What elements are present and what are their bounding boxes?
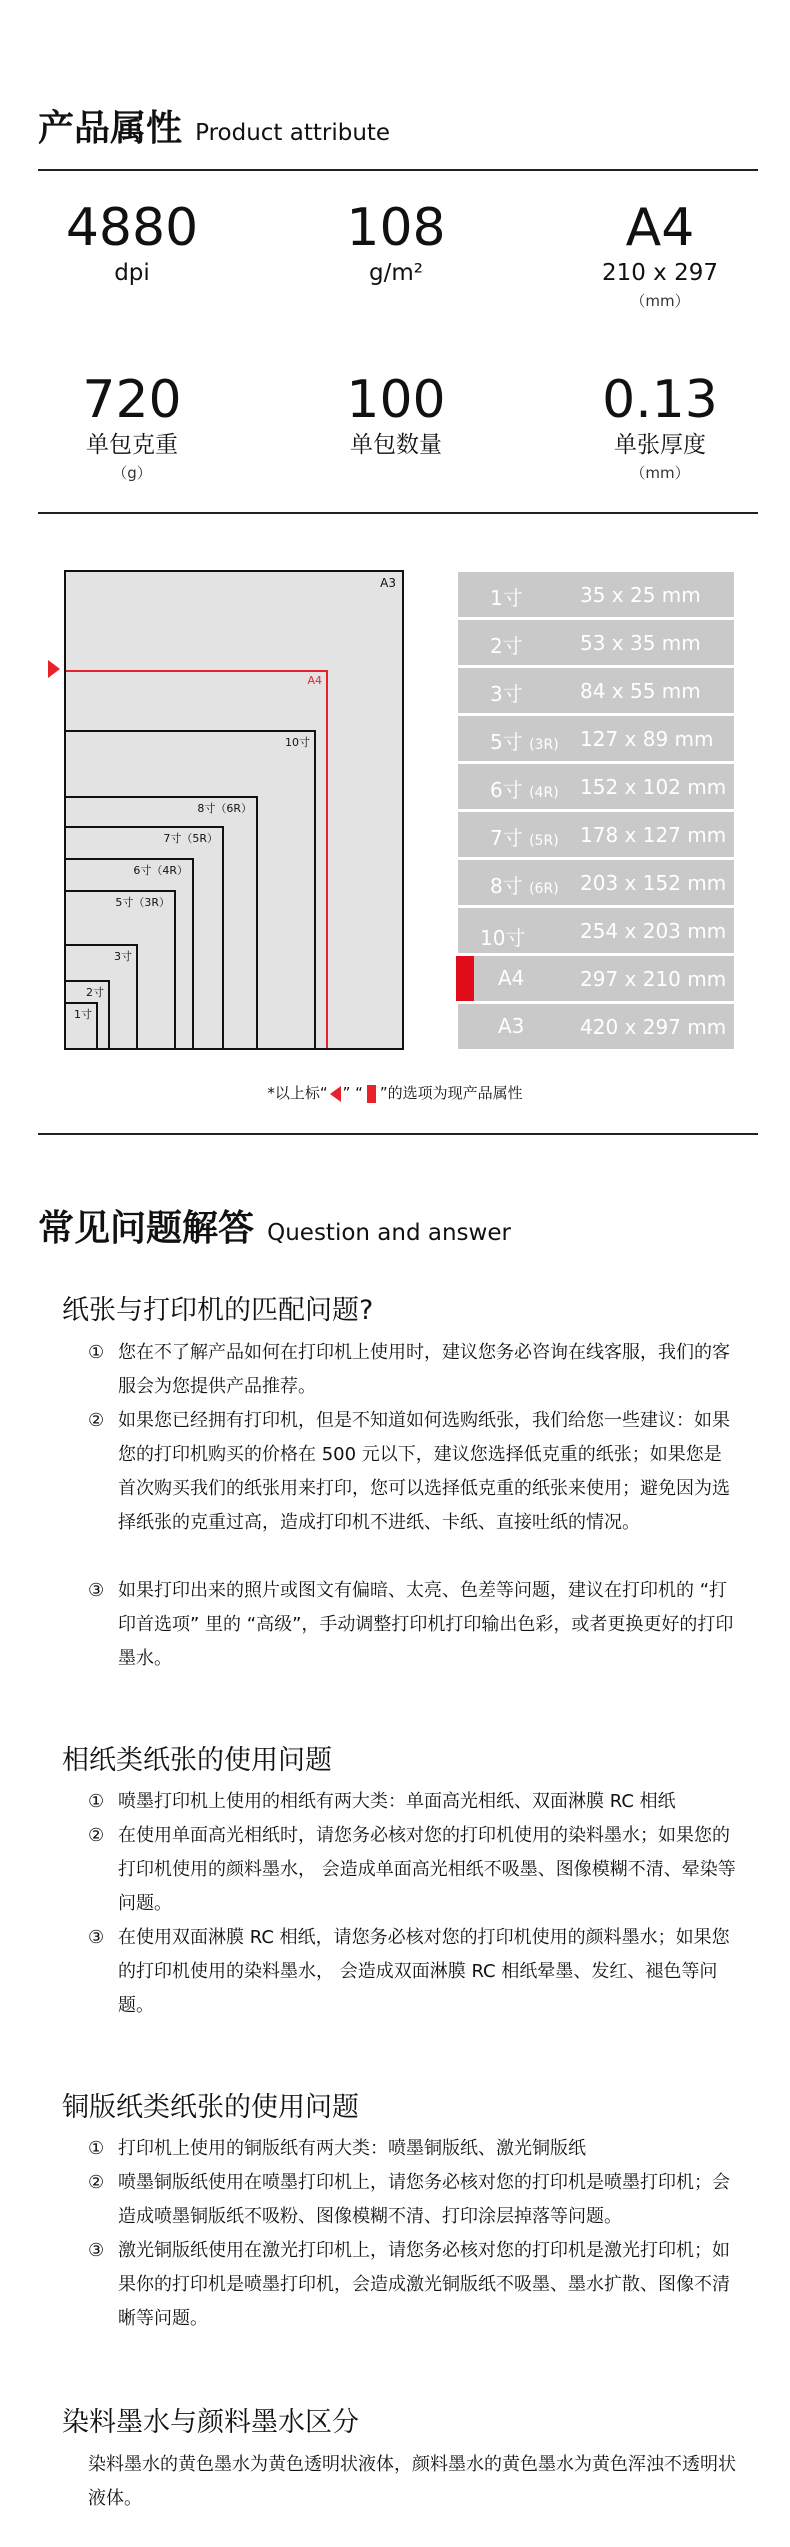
attr-resolution — [12, 198, 252, 288]
divider — [38, 1133, 758, 1135]
size-name: A4 — [498, 966, 525, 990]
attr-value: 0.13 — [602, 370, 718, 430]
attr-value: 720 — [82, 370, 182, 430]
attr-label: 210 x 297 — [601, 260, 719, 286]
qa-title-en: Question and answer — [267, 1220, 511, 1246]
attr-grammage — [276, 198, 516, 288]
paper-size-diagram — [64, 570, 404, 1050]
size-dim: 254 x 203 mm — [580, 919, 727, 943]
answer-item: ③ 在使用双面淋膜 RC 相纸，请您务必核对您的打印机使用的颜料墨水；如果您的打印机使用的染料墨水， 会造成双面淋膜 RC 相纸晕墨、发红、褪色等问题。 — [88, 1927, 730, 2016]
size-name: 6寸 — [490, 778, 523, 802]
question-title: 染料墨水与颜料墨水区分 — [62, 2407, 359, 2438]
size-dim: 297 x 210 mm — [580, 967, 727, 991]
size-tag: (4R) — [529, 785, 559, 801]
question-title: 相纸类纸张的使用问题 — [62, 1745, 332, 1776]
attr-value: 108 — [346, 198, 446, 258]
size-label-2: 2寸 — [86, 986, 104, 999]
size-box-1 — [66, 1002, 98, 1048]
note-mid: ” “ — [342, 1084, 363, 1102]
size-label-7: 7寸（5R） — [163, 832, 218, 845]
attr-section-title — [38, 100, 390, 151]
attr-thickness — [540, 370, 780, 486]
size-label-6: 6寸（4R） — [133, 864, 188, 877]
attr-title-cn: 产品属性 — [38, 108, 183, 149]
attr-unit: （mm） — [630, 292, 690, 310]
size-row-7 — [458, 812, 734, 857]
size-dim: 35 x 25 mm — [580, 583, 701, 607]
size-row-8 — [458, 860, 734, 905]
size-dim: 420 x 297 mm — [580, 1015, 727, 1039]
question-title: 纸张与打印机的匹配问题? — [62, 1295, 374, 1326]
size-label-5: 5寸（3R） — [115, 896, 170, 909]
answer-item: ① 打印机上使用的铜版纸有两大类：喷墨铜版纸、激光铜版纸 — [88, 2138, 586, 2159]
attr-label: 单张厚度 — [614, 432, 706, 458]
size-list — [458, 572, 734, 1052]
size-name: 8寸 — [490, 874, 523, 898]
size-name: 5寸 — [490, 730, 523, 754]
size-row-a3 — [458, 1004, 734, 1049]
size-tag: (3R) — [529, 737, 559, 753]
size-name: 7寸 — [490, 826, 523, 850]
size-dim: 127 x 89 mm — [580, 727, 714, 751]
legend-note — [0, 1082, 790, 1103]
attr-label: 单包克重 — [86, 432, 178, 458]
attr-paper-size — [540, 198, 780, 314]
size-row-1 — [458, 572, 734, 617]
size-label-1: 1寸 — [74, 1008, 92, 1021]
attr-value: 100 — [346, 370, 446, 430]
size-dim: 178 x 127 mm — [580, 823, 727, 847]
size-name: 10寸 — [480, 926, 526, 950]
selected-marker — [456, 956, 474, 1001]
size-row-10 — [458, 908, 734, 953]
attr-label: 单包数量 — [350, 432, 442, 458]
size-name: 1寸 — [490, 586, 523, 610]
attr-unit: （mm） — [630, 464, 690, 482]
answer-item: ② 如果您已经拥有打印机，但是不知道如何选购纸张，我们给您一些建议：如果您的打印机购买的价格在 500 元以下，建议您选择低克重的纸张；如果您是首次购买我们的纸张用来打印，您可以选择低克重的纸张来使用；避免因为选择纸张的克重过高，造成打印机不进纸、卡纸、直接吐纸的情况。 — [88, 1410, 730, 1533]
attr-label: g/m² — [369, 260, 423, 286]
attr-pack-weight — [12, 370, 252, 486]
attr-label: dpi — [114, 260, 150, 286]
answer-item: ① 您在不了解产品如何在打印机上使用时，建议您务必咨询在线客服，我们的客服会为您提供产品推荐。 — [88, 1342, 730, 1397]
divider — [38, 169, 758, 171]
qa-section-title — [38, 1200, 511, 1251]
attr-pack-count — [276, 370, 516, 460]
size-row-6 — [458, 764, 734, 809]
answer-item: ③ 如果打印出来的照片或图文有偏暗、太亮、色差等问题，建议在打印机的 “打印首选项” 里的 “高级”，手动调整打印机打印输出色彩，或者更换更好的打印墨水。 — [88, 1580, 734, 1669]
qa-title-cn: 常见问题解答 — [38, 1208, 255, 1249]
answer-item: ② 在使用单面高光相纸时，请您务必核对您的打印机使用的染料墨水；如果您的打印机使用的颜料墨水， 会造成单面高光相纸不吸墨、图像模糊不清、晕染等问题。 — [88, 1825, 736, 1914]
size-dim: 152 x 102 mm — [580, 775, 727, 799]
size-label-8: 8寸（6R） — [197, 802, 252, 815]
question-title: 铜版纸类纸张的使用问题 — [62, 2092, 359, 2123]
red-bar-icon — [367, 1085, 376, 1103]
size-name: 2寸 — [490, 634, 523, 658]
divider — [38, 512, 758, 514]
size-label-a4: A4 — [307, 674, 322, 687]
attr-unit: （g） — [112, 464, 152, 482]
size-row-a4 — [458, 956, 734, 1001]
answer-item: ③ 激光铜版纸使用在激光打印机上，请您务必核对您的打印机是激光打印机；如果你的打印机是喷墨打印机，会造成激光铜版纸不吸墨、墨水扩散、图像不清晰等问题。 — [88, 2240, 730, 2329]
size-row-3 — [458, 668, 734, 713]
size-label-a3: A3 — [380, 576, 396, 590]
size-row-5 — [458, 716, 734, 761]
attr-title-en: Product attribute — [195, 120, 391, 146]
size-dim: 53 x 35 mm — [580, 631, 701, 655]
size-dim: 84 x 55 mm — [580, 679, 701, 703]
size-row-2 — [458, 620, 734, 665]
size-tag: (5R) — [529, 833, 559, 849]
attr-value: A4 — [625, 198, 695, 258]
size-name: A3 — [498, 1014, 525, 1038]
current-size-marker-icon — [48, 660, 60, 678]
answer-item: ② 喷墨铜版纸使用在喷墨打印机上，请您务必核对您的打印机是喷墨打印机；会造成喷墨铜版纸不吸粉、图像模糊不清、打印涂层掉落等问题。 — [88, 2172, 730, 2227]
note-suffix: ”的选项为现产品属性 — [379, 1084, 523, 1102]
answer-text: 染料墨水的黄色墨水为黄色透明状液体，颜料墨水的黄色墨水为黄色浑浊不透明状液体。 — [88, 2454, 736, 2509]
red-triangle-icon — [330, 1086, 341, 1102]
answer-item: ① 喷墨打印机上使用的相纸有两大类：单面高光相纸、双面淋膜 RC 相纸 — [88, 1791, 676, 1812]
attr-value: 4880 — [65, 198, 199, 258]
size-dim: 203 x 152 mm — [580, 871, 727, 895]
size-tag: (6R) — [529, 881, 559, 897]
size-label-3: 3寸 — [114, 950, 132, 963]
size-label-10: 10寸 — [285, 736, 310, 749]
size-name: 3寸 — [490, 682, 523, 706]
note-prefix: *以上标“ — [267, 1084, 328, 1102]
